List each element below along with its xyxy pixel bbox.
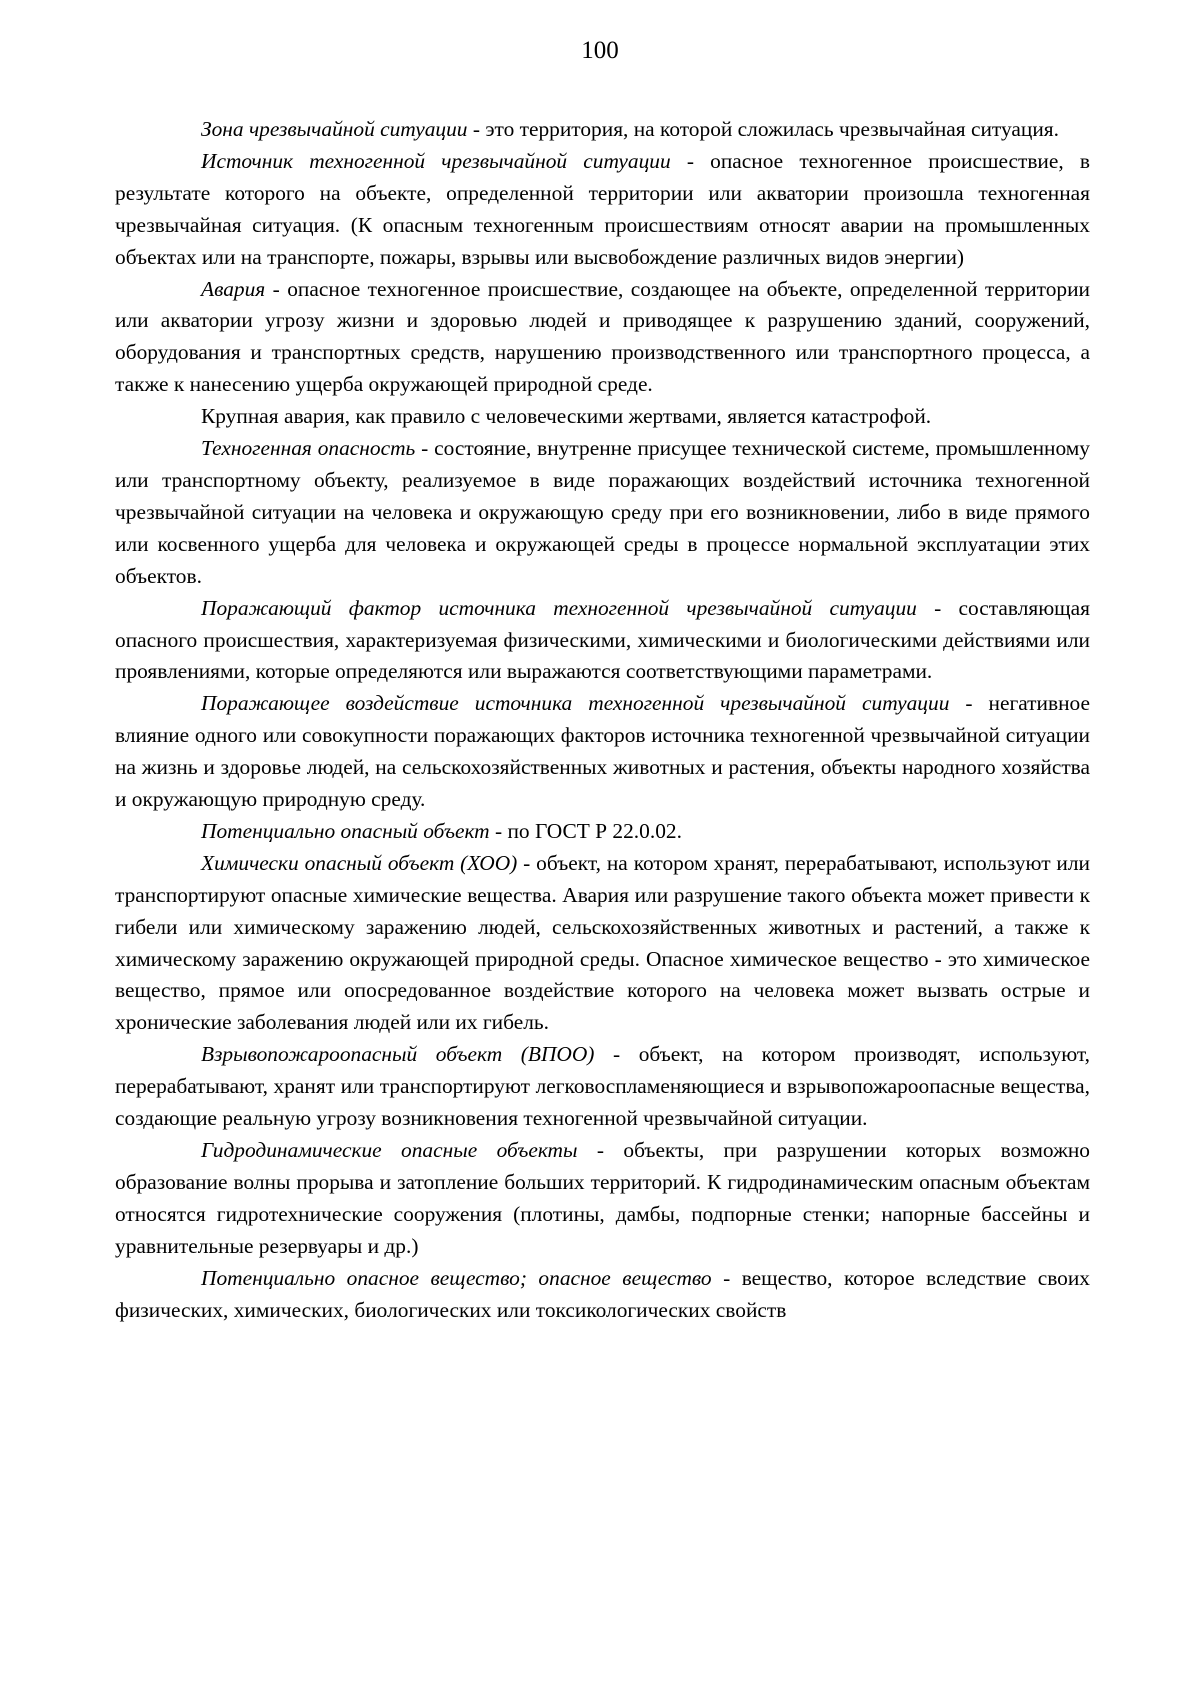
definition: Крупная авария, как правило с человеческими жертвами, является катастрофой. <box>201 404 932 429</box>
paragraph-accident <box>115 274 1090 402</box>
paragraph-chemically-hazardous-object <box>115 848 1090 1039</box>
definition: - это территория, на которой сложилась чрезвычайная ситуация. <box>467 117 1059 141</box>
term: Поражающий фактор источника техногенной чрезвычайной ситуации <box>201 595 917 620</box>
paragraph-explosive-object <box>115 1039 1090 1135</box>
document-body <box>115 114 1090 1326</box>
paragraph-emergency-zone <box>115 114 1090 146</box>
page-number: 100 <box>581 37 619 64</box>
term: Химически опасный объект (ХОО) <box>201 850 518 875</box>
term: Зона чрезвычайной ситуации <box>201 117 468 141</box>
term: Взрывопожароопасный объект (ВПОО) <box>201 1042 595 1067</box>
term: Гидродинамические опасные объекты <box>201 1138 578 1162</box>
paragraph-damaging-factor <box>115 593 1090 689</box>
paragraph-hydrodynamic-objects <box>115 1135 1090 1263</box>
definition: - объекты, при разрушении которых возможно образование волны прорыва и затопление больших территорий. К гидродинамическим опасным объектам относятся гидротехнические сооружения (плотины, дамбы, подпорные стенки; напорные бассейны и уравнительные резервуары и др.) <box>115 1138 1090 1258</box>
paragraph-potentially-hazardous-object <box>115 816 1090 848</box>
definition: - вещество, которое вследствие своих физических, химических, биологических или токсикологических свойств <box>115 1265 1090 1322</box>
definition: - составляющая опасного происшествия, характеризуемая физическими, химическими и биологическими действиями или проявлениями, которые определяются или выражаются соответствующими параметрами. <box>115 595 1090 684</box>
term: Поражающее воздействие источника техногенной чрезвычайной ситуации <box>201 691 950 716</box>
definition: - объект, на котором хранят, перерабатывают, используют или транспортируют опасные химические вещества. Авария или разрушение такого объекта может привести к гибели или химическому заражению людей, сельскохозяйственных животных и растений, а также к химическому заражению окружающей природной среды. Опасное химическое вещество - это химическое вещество, прямое или опосредованное воздействие которого на человека может вызвать острые и хронические заболевания людей или их гибель. <box>115 850 1090 1035</box>
term: Источник техногенной чрезвычайной ситуации <box>201 148 671 173</box>
paragraph-hazardous-substance <box>115 1263 1090 1327</box>
term: Авария <box>201 276 266 301</box>
definition: - объект, на котором производят, используют, перерабатывают, хранят или транспортируют легковоспламеняющиеся и взрывопожароопасные вещества, создающие реальную угрозу возникновения техногенной чрезвычайной ситуации. <box>115 1042 1090 1131</box>
definition: - опасное техногенное происшествие, в результате которого на объекте, определенной территории или акватории произошла техногенная чрезвычайная ситуация. (К опасным техногенным происшествиям относят аварии на промышленных объектах или на транспорте, пожары, взрывы или высвобождение различных видов энергии) <box>115 148 1090 269</box>
paragraph-emergency-source <box>115 146 1090 274</box>
term: Потенциально опасное вещество; опасное вещество <box>201 1265 712 1290</box>
definition: - состояние, внутренне присущее технической системе, промышленному или транспортному объекту, реализуемое в виде поражающих воздействий источника техногенной чрезвычайной ситуации на человека и окружающую среду при его возникновении, либо в виде прямого или косвенного ущерба для человека и окружающей среды в процессе нормальной эксплуатации этих объектов. <box>115 436 1091 588</box>
term: Техногенная опасность <box>201 436 416 461</box>
definition: - по ГОСТ Р 22.0.02. <box>489 818 682 843</box>
definition: - негативное влияние одного или совокупности поражающих факторов источника техногенной чрезвычайной ситуации на жизнь и здоровье людей, на сельскохозяйственных животных и растения, объекты народного хозяйства и окружающую природную среду. <box>115 691 1090 812</box>
definition: - опасное техногенное происшествие, создающее на объекте, определенной территории или акватории угрозу жизни и здоровью людей и приводящее к разрушению зданий, сооружений, оборудования и транспортных средств, нарушению производственного или транспортного процесса, а также к нанесению ущерба окружающей природной среде. <box>115 276 1090 397</box>
paragraph-technogenic-hazard <box>115 433 1090 593</box>
term: Потенциально опасный объект <box>201 818 490 843</box>
paragraph-major-accident <box>115 401 1090 433</box>
paragraph-damaging-impact <box>115 688 1090 816</box>
